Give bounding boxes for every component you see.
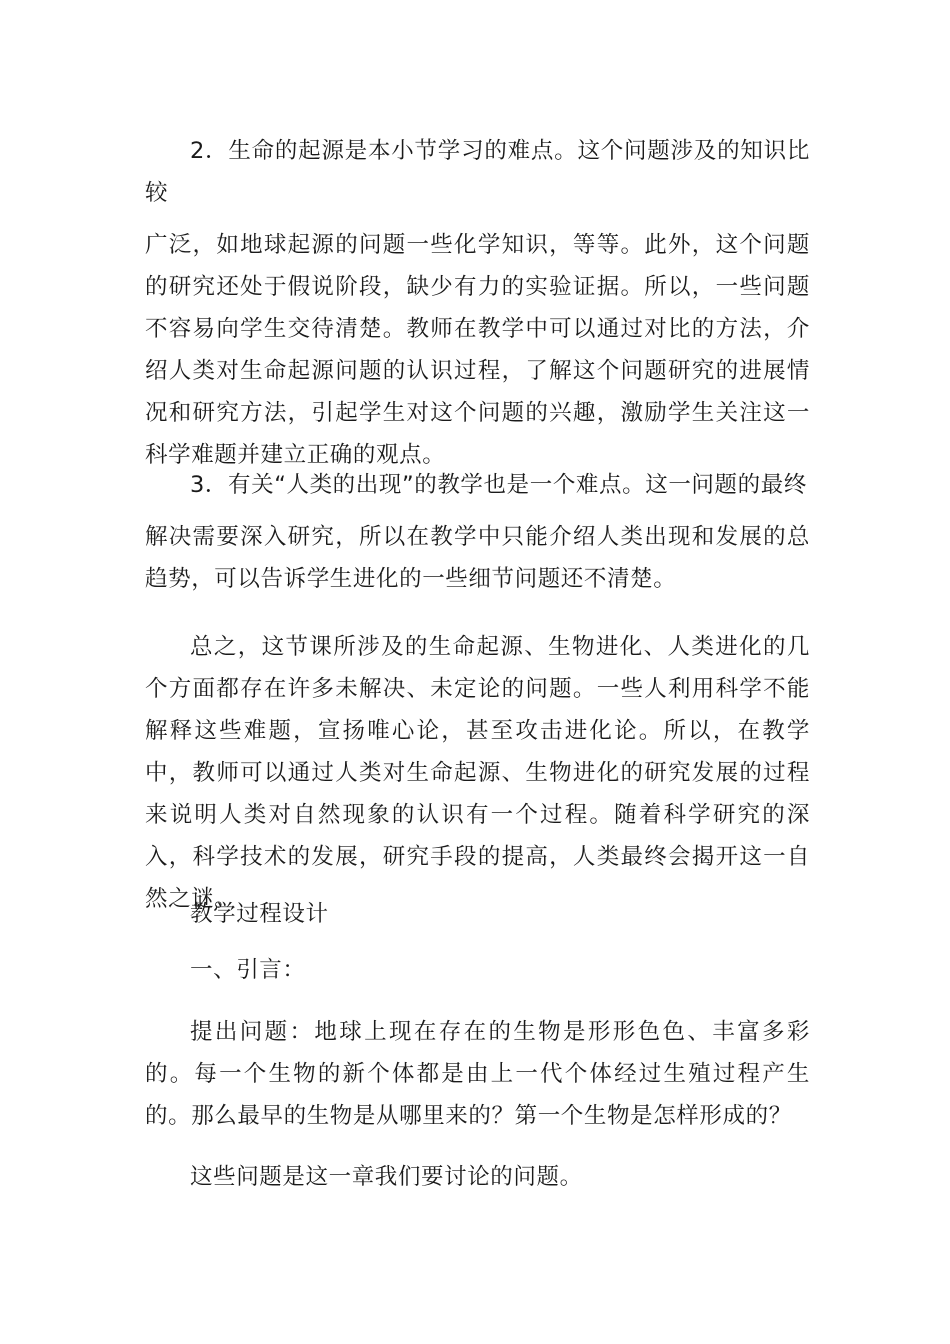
section-title: 教学过程设计 — [190, 901, 329, 927]
paragraph-first-line: 2．生命的起源是本小节学习的难点。这个问题涉及的知识比较 — [145, 138, 810, 206]
subsection-title: 一、引言： — [190, 957, 306, 983]
paragraph-first-line: 3．有关“人类的出现”的教学也是一个难点。这一问题的最终 — [190, 472, 807, 498]
paragraph-closing: 这些问题是这一章我们要讨论的问题。 — [190, 1164, 583, 1190]
paragraph-summary: 总之，这节课所涉及的生命起源、生物进化、人类进化的几个方面都存在许多未解决、未定论的问题。一些人利用科学不能解释这些难题，宣扬唯心论，甚至攻击进化论。所以，在教学中，教师可以通过人类对生命起源、生物进化的研究发展的过程来说明人类对自然现象的认识有一个过程。随着科学研究的深入，科学技术的发展，研究手段的提高，人类最终会揭开这一自然之谜。 — [145, 634, 810, 912]
paragraph-intro-question: 提出问题：地球上现在存在的生物是形形色色、丰富多彩的。每一个生物的新个体都是由上一代个体经过生殖过程产生的。那么最早的生物是从哪里来的？第一个生物是怎样形成的？ — [145, 1019, 810, 1129]
paragraph-body: 广泛，如地球起源的问题一些化学知识，等等。此外，这个问题的研究还处于假说阶段，缺少有力的实验证据。所以，一些问题不容易向学生交待清楚。教师在教学中可以通过对比的方法，介绍人类对生命起源问题的认识过程，了解这个问题研究的进展情况和研究方法，引起学生对这个问题的兴趣，激励学生关注这一科学难题并建立正确的观点。 — [145, 232, 810, 468]
paragraph-difficulty-origin-of-life — [145, 130, 810, 476]
paragraph-body: 解决需要深入研究，所以在教学中只能介绍人类出现和发展的总趋势，可以告诉学生进化的一些细节问题还不清楚。 — [145, 524, 810, 592]
paragraph-difficulty-human-origin — [145, 464, 810, 600]
